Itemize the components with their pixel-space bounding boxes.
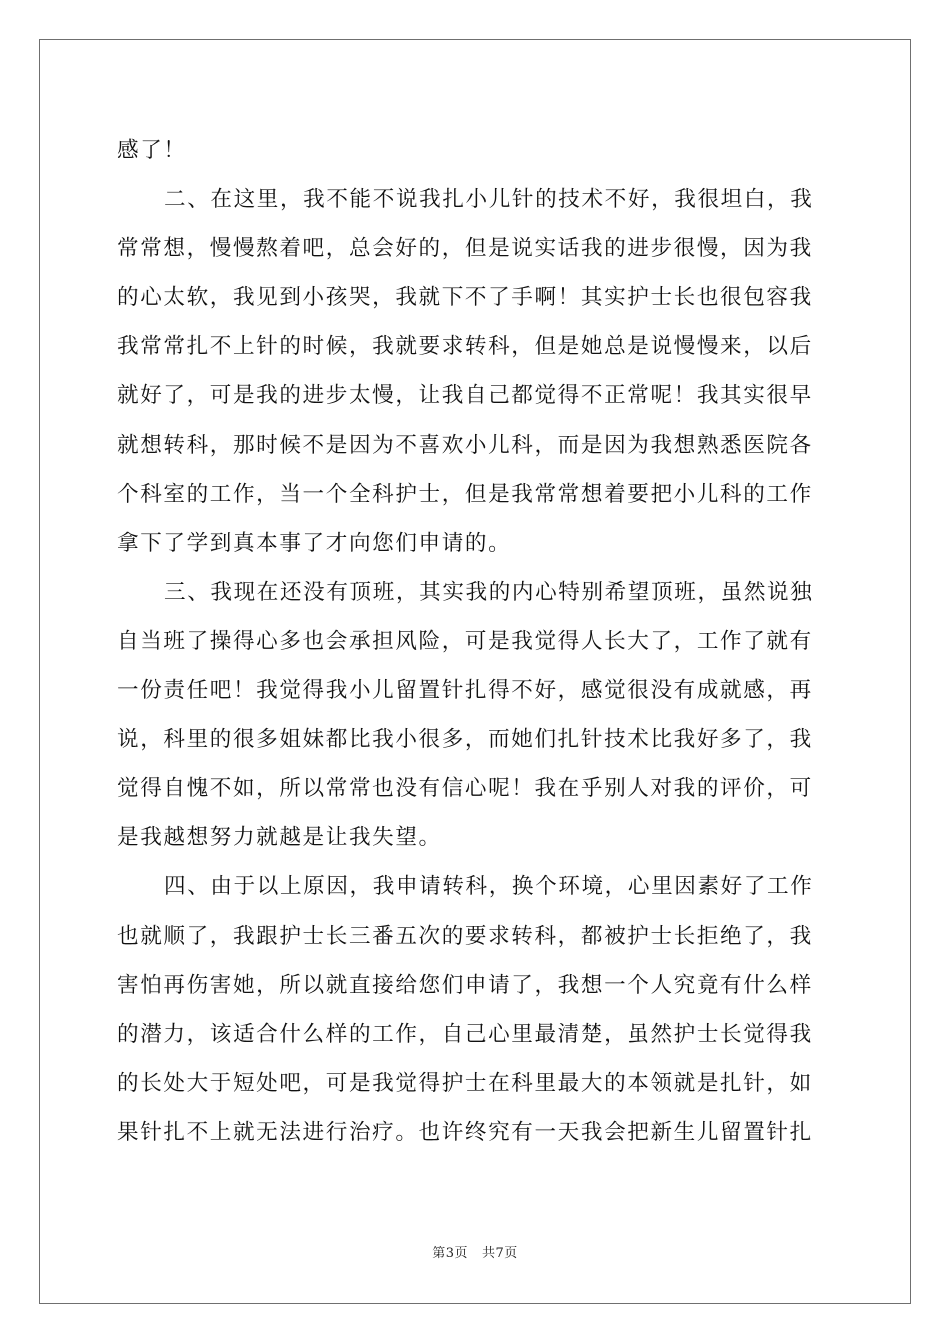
text-line: 害怕再伤害她，所以就直接给您们申请了，我想一个人究竟有什么样 — [117, 972, 813, 998]
text-line: 的长处大于短处吧，可是我觉得护士在科里最大的本领就是扎针，如 — [117, 1070, 813, 1096]
text-line: 四、由于以上原因，我申请转科，换个环境，心里因素好了工作 — [164, 874, 814, 900]
text-line: 三、我现在还没有顶班，其实我的内心特别希望顶班，虽然说独 — [164, 579, 814, 605]
text-line: 的潜力，该适合什么样的工作，自己心里最清楚，虽然护士长觉得我 — [117, 1021, 813, 1047]
text-line: 是我越想努力就越是让我失望。 — [117, 825, 442, 851]
page-total: 共7页 — [482, 1246, 518, 1261]
text-line: 二、在这里，我不能不说我扎小儿针的技术不好，我很坦白，我 — [164, 187, 814, 213]
text-line: 我常常扎不上针的时候，我就要求转科，但是她总是说慢慢来，以后 — [117, 334, 813, 360]
text-line: 也就顺了，我跟护士长三番五次的要求转科，都被护士长拒绝了，我 — [117, 923, 813, 949]
page-footer — [0, 1242, 950, 1261]
text-line: 自当班了操得心多也会承担风险，可是我觉得人长大了，工作了就有 — [117, 628, 813, 654]
text-line: 觉得自愧不如，所以常常也没有信心呢！我在乎别人对我的评价，可 — [117, 776, 813, 802]
page-number: 第3页 — [432, 1246, 468, 1261]
text-line: 个科室的工作，当一个全科护士，但是我常常想着要把小儿科的工作 — [117, 481, 813, 507]
text-line: 说，科里的很多姐妹都比我小很多，而她们扎针技术比我好多了，我 — [117, 727, 813, 753]
text-line: 拿下了学到真本事了才向您们申请的。 — [117, 530, 512, 556]
text-line: 果针扎不上就无法进行治疗。也许终究有一天我会把新生儿留置针扎 — [117, 1119, 813, 1145]
text-line: 常常想，慢慢熬着吧，总会好的，但是说实话我的进步很慢，因为我 — [117, 236, 813, 262]
document-body — [117, 126, 833, 1157]
text-line: 就想转科，那时候不是因为不喜欢小儿科，而是因为我想熟悉医院各 — [117, 432, 813, 458]
text-line: 感了！ — [117, 138, 187, 163]
text-line: 一份责任吧！我觉得我小儿留置针扎得不好，感觉很没有成就感，再 — [117, 678, 813, 704]
text-line: 就好了，可是我的进步太慢，让我自己都觉得不正常呢！我其实很早 — [117, 383, 813, 409]
text-line: 的心太软，我见到小孩哭，我就下不了手啊！其实护士长也很包容我 — [117, 285, 813, 311]
